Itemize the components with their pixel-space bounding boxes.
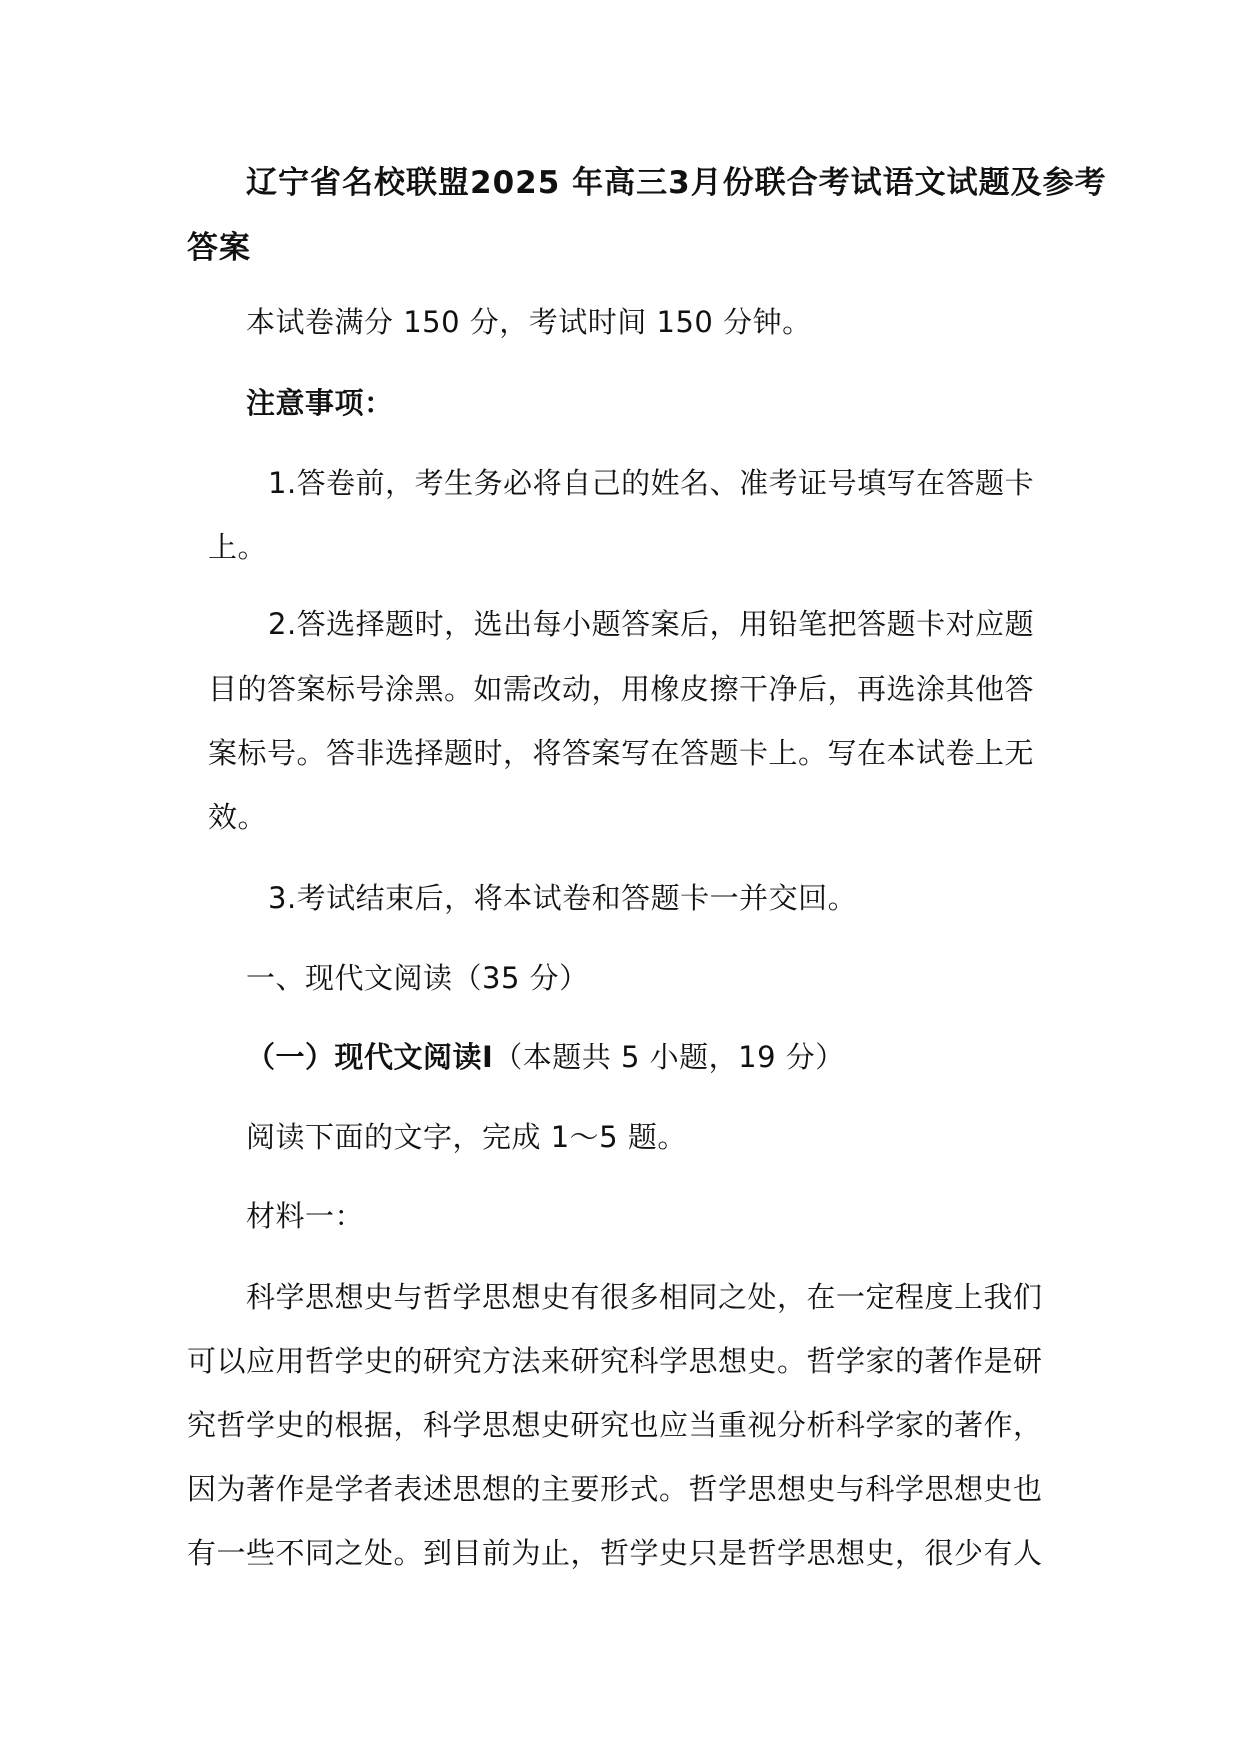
subsection-heading xyxy=(246,1037,845,1077)
reading-instruction: 阅读下面的文字，完成 1～5 题。 xyxy=(246,1120,687,1154)
note-1-line-1: 1.答卷前，考生务必将自己的姓名、准考证号填写在答题卡 xyxy=(268,466,1035,500)
note-1-line-2: 上。 xyxy=(208,530,268,564)
note-3: 3.考试结束后，将本试卷和答题卡一并交回。 xyxy=(268,881,858,915)
paragraph-line-4: 因为著作是学者表述思想的主要形式。哲学思想史与科学思想史也 xyxy=(187,1472,1043,1506)
section-heading: 一、现代文阅读（35 分） xyxy=(246,961,589,995)
subsection-title: （一）现代文阅读Ⅰ xyxy=(246,1040,494,1074)
note-2-line-3: 案标号。答非选择题时，将答案写在答题卡上。写在本试卷上无 xyxy=(208,736,1035,770)
paragraph-line-1: 科学思想史与哲学思想史有很多相同之处，在一定程度上我们 xyxy=(246,1280,1043,1314)
paragraph-line-2: 可以应用哲学史的研究方法来研究科学思想史。哲学家的著作是研 xyxy=(187,1344,1043,1378)
subsection-detail: （本题共 5 小题，19 分） xyxy=(493,1040,845,1074)
note-2-line-4: 效。 xyxy=(208,800,268,834)
note-2-line-2: 目的答案标号涂黑。如需改动，用橡皮擦干净后，再选涂其他答 xyxy=(208,672,1035,706)
exam-info: 本试卷满分 150 分，考试时间 150 分钟。 xyxy=(246,305,812,339)
document-title-line-1: 辽宁省名校联盟2025 年高三3月份联合考试语文试题及参考 xyxy=(246,165,1107,201)
note-2-line-1: 2.答选择题时，选出每小题答案后，用铅笔把答题卡对应题 xyxy=(268,607,1035,641)
document-title-line-2: 答案 xyxy=(187,230,251,266)
paragraph-line-3: 究哲学史的根据，科学思想史研究也应当重视分析科学家的著作， xyxy=(187,1408,1043,1442)
paragraph-line-5: 有一些不同之处。到目前为止，哲学史只是哲学思想史，很少有人 xyxy=(187,1536,1043,1570)
material-label: 材料一： xyxy=(246,1199,365,1233)
notes-heading: 注意事项： xyxy=(246,386,394,420)
